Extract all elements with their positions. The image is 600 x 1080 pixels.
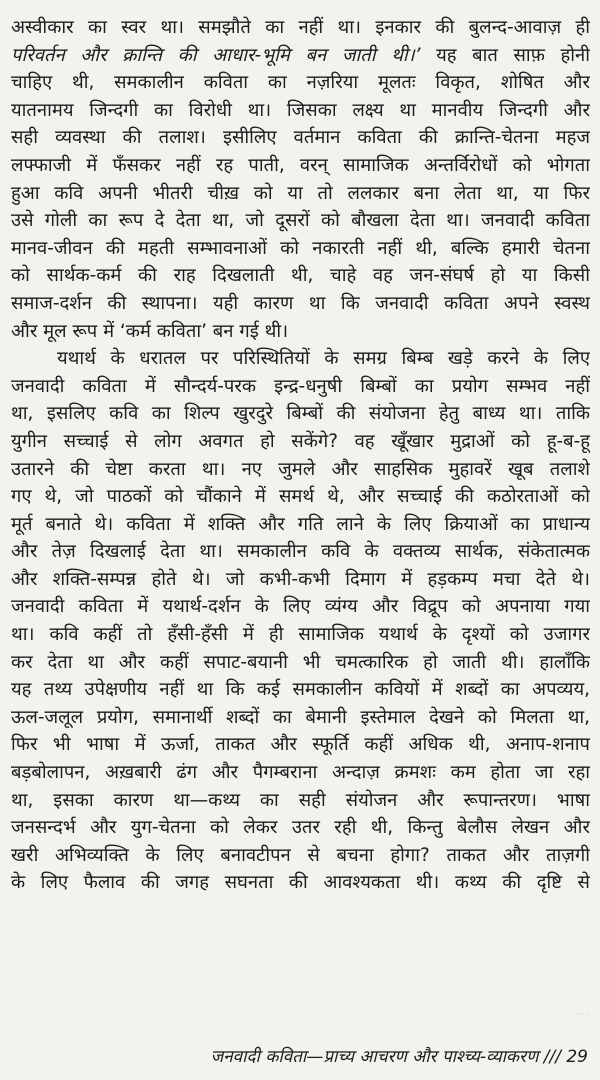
text-segment: के लिए फैलाव की जगह सघनता की आवश्यकता थी। कथ्य की दृष्टि से	[11, 872, 590, 894]
text-segment: जनवादी कविता में यथार्थ-दर्शन के लिए व्यंग्य और विद्रूप को अपनाया गया	[11, 596, 590, 618]
text-line	[11, 814, 590, 842]
text-segment: कर देता था और कहीं सपाट-बयानी भी चमत्कारिक हो जाती थी। हालाँकि	[11, 651, 590, 673]
text-segment: था। कवि कहीं तो हँसी-हँसी में ही सामाजिक यथार्थ के दृश्यों को उजागर	[11, 624, 590, 646]
text-line	[11, 69, 590, 97]
text-line	[11, 124, 590, 152]
text-segment: यह बात साफ़ होनी	[420, 44, 590, 66]
text-line	[11, 842, 590, 870]
text-line	[11, 235, 590, 263]
text-segment: और शक्ति-सम्पन्न होते थे। जो कभी-कभी दिमाग में हड़कम्प मचा देते थे।	[11, 568, 590, 590]
text-segment: था, इसलिए कवि का शिल्प खुरदुरे बिम्बों की संयोजना हेतु बाध्य था। ताकि	[11, 403, 590, 425]
show-through-text: ···	[577, 1008, 590, 1023]
text-line	[11, 14, 590, 42]
text-segment: यातनामय जिन्दगी का विरोधी था। जिसका लक्ष्य था मानवीय जिन्दगी और	[11, 99, 590, 121]
text-segment: खरी अभिव्यक्ति के लिए बनावटीपन से बचना होगा? ताकत और ताज़गी	[11, 844, 590, 866]
text-line	[11, 207, 590, 235]
text-segment: समाज-दर्शन की स्थापना। यही कारण था कि जनवादी कविता अपने स्वस्थ	[11, 292, 590, 314]
text-segment: मूर्त बनाते थे। कविता में शक्ति और गति लाने के लिए क्रियाओं का प्राधान्य	[11, 513, 590, 535]
text-segment: उसे गोली का रूप दे देता था, जो दूसरों को बौखला देता था। जनवादी कविता	[11, 210, 590, 232]
text-line	[11, 152, 590, 180]
page-number: 29	[566, 1047, 588, 1067]
text-line	[11, 180, 590, 208]
text-line	[11, 290, 590, 318]
text-line	[11, 373, 590, 401]
text-segment: यह तथ्य उपेक्षणीय नहीं था कि कई समकालीन कवियों में शब्दों का अपव्यय,	[11, 679, 590, 701]
text-line	[11, 869, 590, 897]
text-segment: यथार्थ के धरातल पर परिस्थितियों के समग्र बिम्ब खड़े करने के लिए	[57, 348, 590, 370]
text-line	[11, 483, 590, 511]
text-segment: को सार्थक-कर्म की राह दिखलाती थी, चाहे वह जन-संघर्ष हो या किसी	[11, 265, 590, 287]
paragraph	[11, 14, 590, 345]
text-line	[11, 593, 590, 621]
text-segment: चाहिए थी, समकालीन कविता का नज़रिया मूलतः विकृत, शोषित और	[11, 72, 590, 94]
text-line	[11, 318, 590, 346]
text-segment: मानव-जीवन की महती सम्भावनाओं को नकारती नहीं थी, बल्कि हमारी चेतना	[11, 237, 590, 259]
text-line	[11, 704, 590, 732]
text-segment: उतारने की चेष्टा करता था। नए जुमले और साहसिक मुहावरें खूब तलाशे	[11, 458, 590, 480]
text-line	[11, 731, 590, 759]
text-segment: जनसन्दर्भ और युग-चेतना को लेकर उतर रही थी, किन्तु बेलौस लेखन और	[11, 817, 590, 839]
running-title: जनवादी कविता—प्राच्य आचरण और पाश्च्य-व्याकरण	[210, 1047, 539, 1067]
text-segment: सही व्यवस्था की तलाश। इसीलिए वर्तमान कविता की क्रान्ति-चेतना महज	[11, 127, 590, 149]
text-segment: युगीन सच्चाई से लोग अवगत हो सकेंगे? वह खूँखार मुद्राओं को हू-ब-हू	[11, 430, 590, 452]
text-line	[11, 787, 590, 815]
text-segment: अस्वीकार का स्वर था। समझौते का नहीं था। इनकार की बुलन्द-आवाज़ ही	[11, 17, 590, 38]
text-line	[11, 566, 590, 594]
text-segment: और मूल रूप में ‘कर्म कविता’ बन गई थी।	[11, 320, 289, 342]
text-line	[11, 538, 590, 566]
text-segment: और तेज़ दिखलाई देता था। समकालीन कवि के वक्तव्य सार्थक, संकेतात्मक	[11, 541, 590, 563]
text-line	[11, 97, 590, 125]
text-segment: फिर भी भाषा में ऊर्जा, ताकत और स्फूर्ति कहीं अधिक थी, अनाप-शनाप	[11, 734, 590, 756]
text-line	[11, 42, 590, 70]
text-segment: गए थे, जो पाठकों को चौंकाने में समर्थ थे, और सच्चाई की कठोरताओं को	[11, 486, 590, 508]
text-line	[11, 621, 590, 649]
text-line	[11, 759, 590, 787]
text-segment: बड़बोलापन, अख़बारी ढंग और पैगम्बराना अन्दाज़ क्रमशः कम होता जा रहा	[11, 762, 590, 784]
italic-quote-segment: परिवर्तन और क्रान्ति की आधार-भूमि बन जाती थी।’	[11, 44, 421, 66]
text-line	[11, 428, 590, 456]
text-segment: हुआ कवि अपनी भीतरी चीख़ को या तो ललकार बना लेता था, या फिर	[11, 182, 590, 204]
text-segment: ऊल-जलूल प्रयोग, समानार्थी शब्दों का बेमानी इस्तेमाल देखने को मिलता था,	[11, 706, 590, 728]
text-line	[11, 262, 590, 290]
text-line	[11, 511, 590, 539]
text-line	[11, 676, 590, 704]
text-segment: था, इसका कारण था—कथ्य का सही संयोजन और रूपान्तरण। भाषा	[11, 789, 590, 811]
page-footer	[95, 1044, 588, 1067]
paragraph	[11, 345, 590, 897]
text-line	[11, 345, 590, 373]
text-line	[11, 456, 590, 484]
text-line	[11, 400, 590, 428]
text-segment: जनवादी कविता में सौन्दर्य-परक इन्द्र-धनुषी बिम्बों का प्रयोग सम्भव नहीं	[11, 375, 590, 397]
text-line	[11, 649, 590, 677]
body-text	[11, 14, 590, 897]
footer-separator: ///	[543, 1047, 561, 1067]
text-segment: लफ्फाजी में फँसकर नहीं रह पाती, वरन् सामाजिक अन्तर्विरोधों को भोगता	[11, 154, 590, 176]
